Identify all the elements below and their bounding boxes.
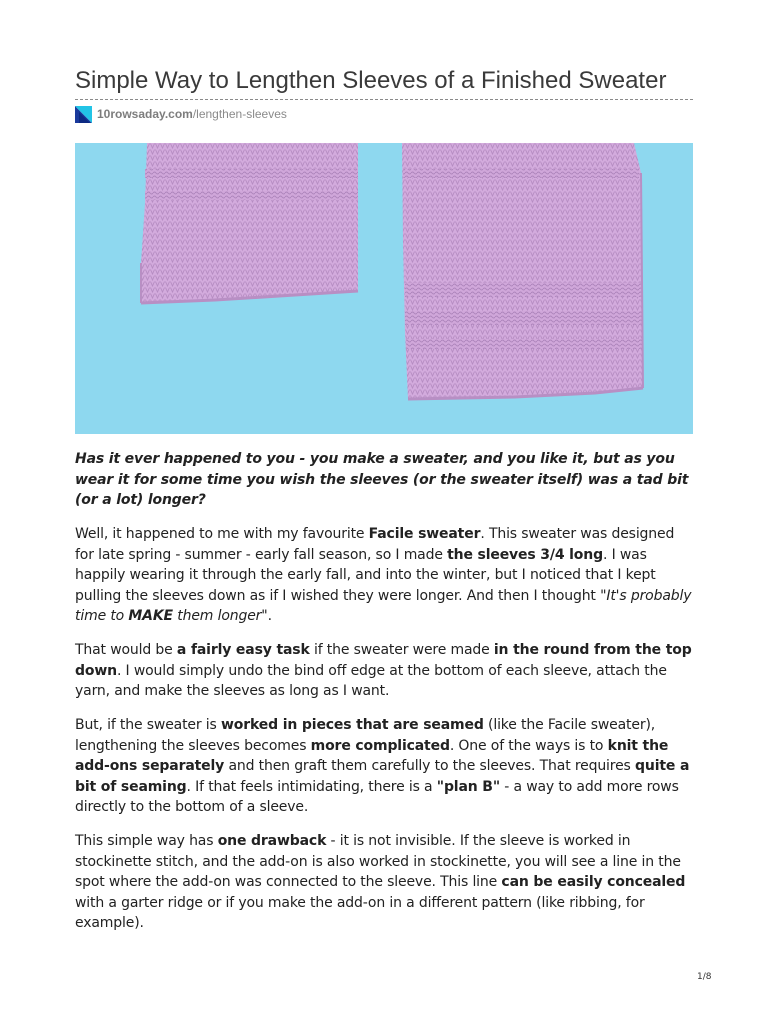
site-logo-icon [75,106,92,123]
left-sleeve [141,143,358,303]
source-path: /lengthen-sleeves [192,107,287,121]
hero-image [75,143,693,434]
page-number: 1/8 [697,972,712,982]
right-sleeve [402,143,643,399]
source-url[interactable] [97,107,287,121]
source-domain: 10rowsaday.com [97,107,193,121]
paragraph: Well, it happened to me with my favourite Facile sweater. This sweater was designed for late spring - summer - early fall season, so I made the sleeves 3/4 long. I was happily wearing it through the early fall, and into the winter, but I noticed that I kept pulling the sleeves down as if I wished they were longer. And then I thought "It's probably time to MAKE them longer". [75,526,692,624]
paragraph: That would be a fairly easy task if the sweater were made in the round from the top down. I would simply undo the bind off edge at the bottom of each sleeve, attach the yarn, and make the sleeves as long as I want. [75,642,692,699]
lead-paragraph: Has it ever happened to you - you make a sweater, and you like it, but as you wear it for some time you wish the sleeves (or the sweater itself) was a tad bit (or a lot) longer? [75,451,689,508]
article-body [75,449,693,947]
paragraph: But, if the sweater is worked in pieces that are seamed (like the Facile sweater), lengthening the sleeves becomes more complicated. One of the ways is to knit the add-ons separately and then graft them carefully to the sleeves. That requires quite a bit of seaming. If that feels intimidating, there is a "plan B" - a way to add more rows directly to the bottom of a sleeve. [75,717,690,815]
title-divider [75,99,693,100]
source-line [75,105,287,123]
article-title: Simple Way to Lengthen Sleeves of a Finished Sweater [75,67,667,94]
paragraph: This simple way has one drawback - it is not invisible. If the sleeve is worked in stockinette stitch, and the add-on is also worked in stockinette, you will see a line in the spot where the add-on was connected to the sleeve. This line can be easily concealed with a garter ridge or if you make the add-on in a different pattern (like ribbing, for example). [75,833,686,931]
facile-sweater-link[interactable]: Facile sweater [368,526,481,542]
